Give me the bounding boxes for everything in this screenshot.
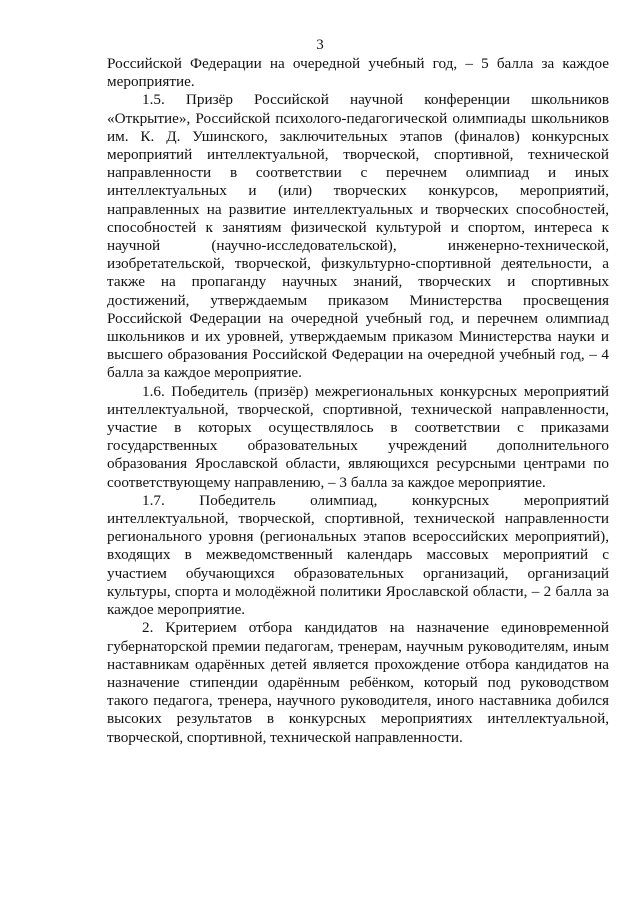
page-number: 3 [316,37,324,53]
paragraph-item-2: 2. Критерием отбора кандидатов на назначение единовременной губернаторской премии педагогам, тренерам, научным руководителям, иным наставникам одарённых детей является прохождение отбора кандидатов на назначение стипендии одарённым ребёнком, который под руководством такого педагога, тренера, научного руководителя, иного наставника добился высоких результатов в конкурсных мероприятиях интеллектуальной, творческой, спортивной, технической направленности. [107,619,609,746]
document-body [107,55,609,747]
paragraph-continuation: Российской Федерации на очередной учебный год, – 5 балла за каждое мероприятие. [107,55,609,91]
paragraph-item-1-7: 1.7. Победитель олимпиад, конкурсных мероприятий интеллектуальной, творческой, спортивной, технической направленности регионального уровня (региональных этапов всероссийских мероприятий), входящих в межведомственный календарь массовых мероприятий с участием обучающихся образовательных организаций, организаций культуры, спорта и молодёжной политики Ярославской области, – 2 балла за каждое мероприятие. [107,491,609,619]
paragraph-item-1-6: 1.6. Победитель (призёр) межрегиональных конкурсных мероприятий интеллектуальной, творческой, спортивной, технической направленности, участие в которых осуществлялось в соответствии с приказами государственных образовательных учреждений дополнительного образования Ярославской области, являющихся ресурсными центрами по соответствующему направлению, – 3 балла за каждое мероприятие. [107,382,609,491]
paragraph-item-1-5: 1.5. Призёр Российской научной конференции школьников «Открытие», Российской психолого-педагогической олимпиады школьников им. К. Д. Ушинского, заключительных этапов (финалов) конкурсных мероприятий интеллектуальной, творческой, спортивной, технической направленности в соответствии с перечнем олимпиад и иных интеллектуальных и (или) творческих конкурсов, мероприятий, направленных на развитие интеллектуальных и творческих способностей, способностей к занятиям физической культурой и спортом, интереса к научной (научно-исследовательской), инженерно-технической, изобретательской, творческой, физкультурно-спортивной деятельности, а также на пропаганду научных знаний, творческих и спортивных достижений, утверждаемым приказом Министерства просвещения Российской Федерации на очередной учебный год, и перечнем олимпиад школьников и их уровней, утверждаемым приказом Министерства науки и высшего образования Российской Федерации на очередной учебный год, – 4 балла за каждое мероприятие. [107,91,609,382]
